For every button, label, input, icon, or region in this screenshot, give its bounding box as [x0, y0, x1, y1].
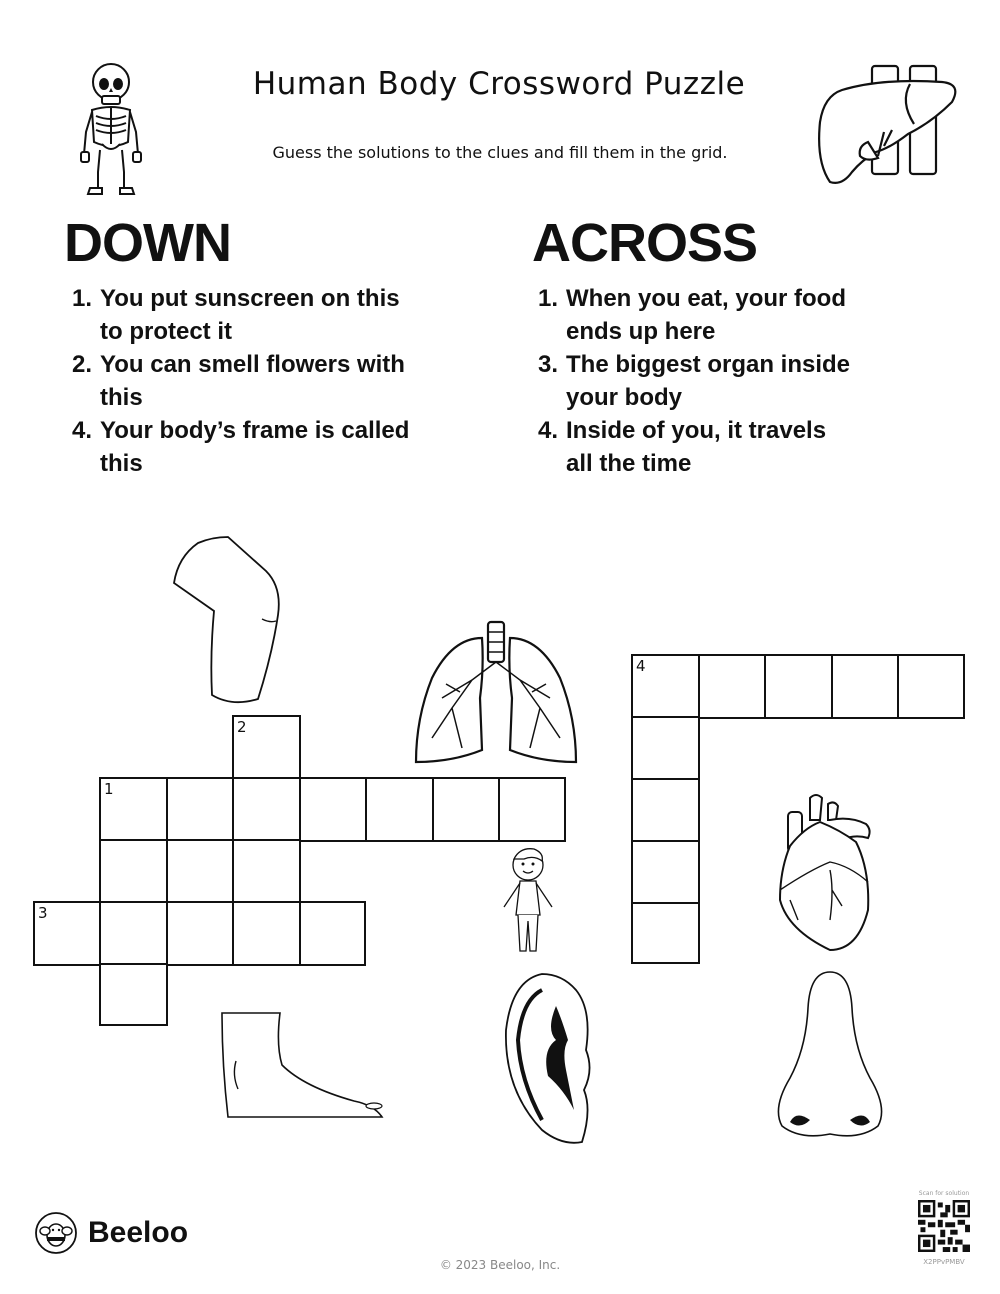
- grid-cell[interactable]: [232, 777, 301, 842]
- across-clue-3: [538, 348, 918, 414]
- grid-cell[interactable]: [99, 839, 168, 904]
- qr-code-text: X2PPvPMBV: [923, 1258, 965, 1266]
- clue-number: 1.: [538, 285, 559, 312]
- skeleton-icon: [78, 60, 144, 200]
- grid-cell[interactable]: [99, 901, 168, 966]
- page-subtitle-text: Guess the solutions to the clues and fill them in the grid.: [272, 143, 728, 162]
- qr-code-icon[interactable]: [918, 1200, 970, 1252]
- knee-icon: [170, 535, 290, 705]
- clue-number: 2.: [72, 351, 93, 378]
- grid-cell-3-start[interactable]: [33, 901, 102, 966]
- liver-icon: [812, 62, 957, 192]
- grid-cell-2-down-start[interactable]: [232, 715, 301, 780]
- grid-cell[interactable]: [166, 901, 235, 966]
- grid-cell[interactable]: [232, 901, 301, 966]
- grid-cell[interactable]: [631, 840, 700, 905]
- grid-cell[interactable]: [232, 839, 301, 904]
- grid-cell[interactable]: [166, 777, 235, 842]
- grid-cell[interactable]: [631, 716, 700, 781]
- clue-text: You can smell flowers with: [100, 351, 405, 378]
- clue-text-cont: ends up here: [566, 318, 716, 345]
- across-clue-4: [538, 414, 918, 480]
- clue-text: You put sunscreen on this: [100, 285, 400, 312]
- brand-name: Beeloo: [88, 1216, 189, 1249]
- grid-cell[interactable]: [498, 777, 566, 842]
- down-clue-1: [72, 282, 452, 348]
- grid-cell[interactable]: [365, 777, 434, 842]
- clue-text-cont: this: [100, 450, 143, 477]
- grid-cell-4-start[interactable]: [631, 654, 700, 719]
- clue-text-cont: all the time: [566, 450, 692, 477]
- clue-number-2: 2: [237, 718, 247, 736]
- grid-cell[interactable]: [764, 654, 833, 719]
- clue-text: Inside of you, it travels: [566, 417, 827, 444]
- grid-cell[interactable]: [631, 778, 700, 843]
- grid-cell[interactable]: [166, 839, 235, 904]
- across-clues: [538, 282, 918, 480]
- clue-text: When you eat, your food: [566, 285, 846, 312]
- grid-cell[interactable]: [99, 963, 168, 1026]
- across-clue-1: [538, 282, 918, 348]
- nose-icon: [770, 968, 890, 1143]
- grid-cell[interactable]: [299, 777, 368, 842]
- foot-icon: [214, 1005, 389, 1120]
- clue-number: 1.: [72, 285, 93, 312]
- down-clue-2: [72, 348, 452, 414]
- across-heading: ACROSS: [532, 213, 758, 273]
- clue-number-3: 3: [38, 904, 48, 922]
- grid-cell[interactable]: [897, 654, 965, 719]
- grid-cell[interactable]: [831, 654, 900, 719]
- clue-text-cont: your body: [566, 384, 683, 411]
- qr-section: [912, 1190, 976, 1266]
- clue-text: The biggest organ inside: [566, 351, 851, 378]
- down-clues: [72, 282, 452, 480]
- copyright: © 2023 Beeloo, Inc.: [439, 1258, 561, 1272]
- clue-text-cont: to protect it: [100, 318, 232, 345]
- down-heading: DOWN: [64, 213, 231, 273]
- ear-icon: [502, 970, 602, 1150]
- clue-number-4: 4: [636, 657, 646, 675]
- grid-cell[interactable]: [432, 777, 501, 842]
- grid-cell[interactable]: [698, 654, 767, 719]
- beeloo-logo: [34, 1211, 188, 1255]
- grid-cell-1-start[interactable]: [99, 777, 168, 842]
- clue-number: 3.: [538, 351, 559, 378]
- clue-number: 4.: [72, 417, 93, 444]
- clue-text-cont: this: [100, 384, 143, 411]
- bee-logo-icon: [34, 1211, 78, 1255]
- child-body-icon: [498, 845, 558, 957]
- grid-cell[interactable]: [631, 902, 700, 964]
- lungs-icon: [412, 618, 580, 768]
- qr-label: Scan for solution: [918, 1190, 970, 1197]
- clue-text: Your body’s frame is called: [100, 417, 410, 444]
- clue-number-1: 1: [104, 780, 114, 798]
- heart-icon: [770, 790, 882, 960]
- clue-number: 4.: [538, 417, 559, 444]
- grid-cell[interactable]: [299, 901, 367, 966]
- down-clue-4: [72, 414, 452, 480]
- page-title-text: Human Body Crossword Puzzle: [252, 66, 746, 102]
